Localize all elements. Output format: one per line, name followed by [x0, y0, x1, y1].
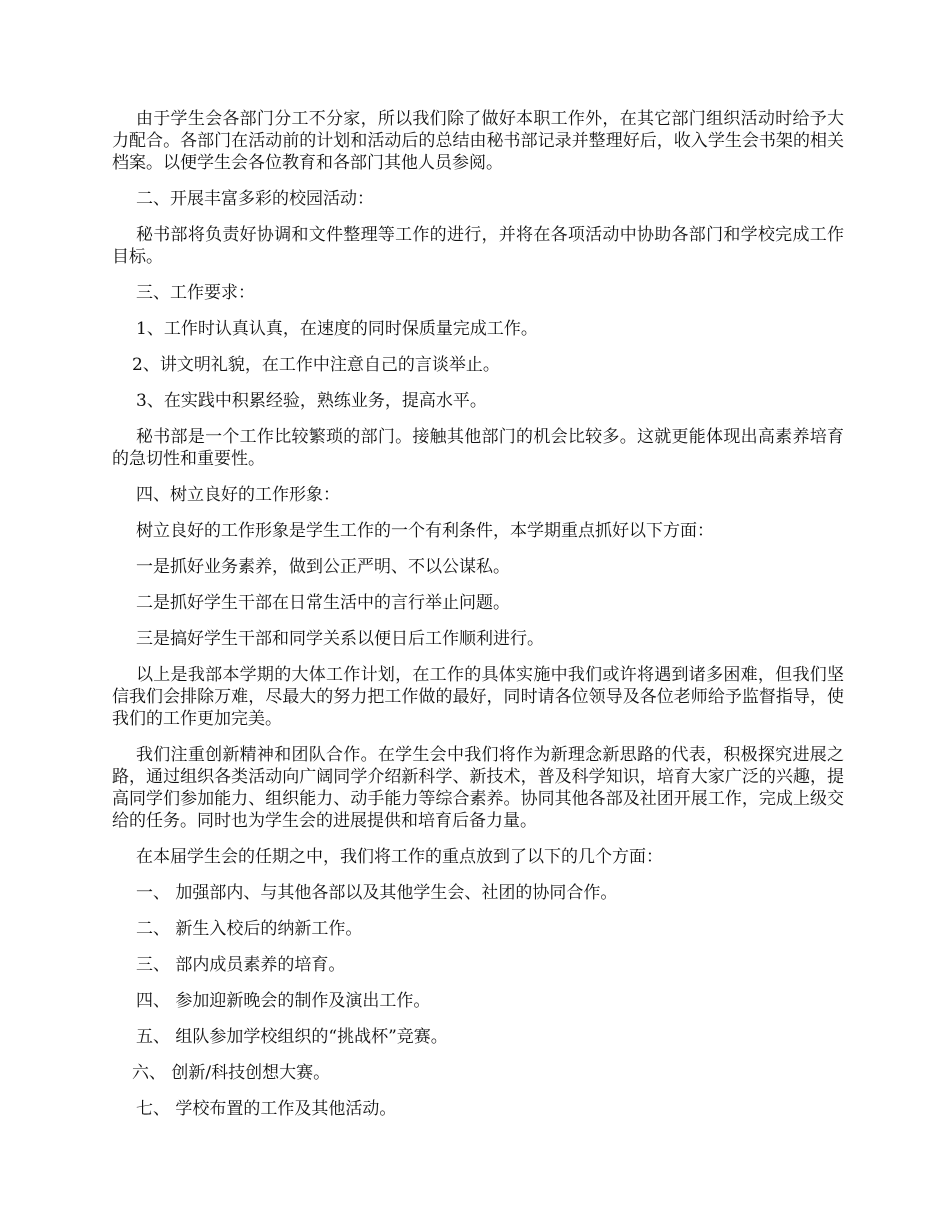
paragraph-intro: 由于学生会各部门分工不分家，所以我们除了做好本职工作外，在其它部门组织活动时给予大力配合。各部门在活动前的计划和活动后的总结由秘书部记录并整理好后，收入学生会书架的相关档案。以便学生会各位教育和各部门其他人员参阅。 [112, 109, 844, 173]
list-item-focus-3: 三、 部内成员素养的培育。 [136, 955, 346, 975]
paragraph: 秘书部是一个工作比较繁琐的部门。接触其他部门的机会比较多。这就更能体现出高素养培育的急切性和重要性。 [112, 427, 844, 469]
list-item: 一是抓好业务素养，做到公正严明、不以公谋私。 [136, 557, 510, 577]
list-item: 二是抓好学生干部在日常生活中的言行举止问题。 [136, 593, 510, 613]
paragraph: 以上是我部本学期的大体工作计划，在工作的具体实施中我们或许将遇到诸多困难，但我们坚信我们会排除万难，尽最大的努力把工作做的最好，同时请各位领导及各位老师给予监督指导，使我们的工作更加完美。 [112, 665, 844, 729]
paragraph: 树立良好的工作形象是学生工作的一个有利条件，本学期重点抓好以下方面： [136, 521, 714, 541]
document-page [112, 108, 844, 1134]
list-item-requirement-2: 2、讲文明礼貌，在工作中注意自己的言谈举止。 [132, 355, 500, 375]
section-heading-3: 三、工作要求： [136, 283, 255, 303]
list-item-focus-1: 一、 加强部内、与其他各部以及其他学生会、社团的协同合作。 [136, 883, 618, 903]
list-item-focus-5: 五、 组队参加学校组织的“挑战杯”竞赛。 [136, 1027, 448, 1047]
list-item: 三是搞好学生干部和同学关系以便日后工作顺利进行。 [136, 629, 544, 649]
paragraph: 我们注重创新精神和团队合作。在学生会中我们将作为新理念新思路的代表，积极探究进展之路，通过组织各类活动向广阔同学介绍新科学、新技术，普及科学知识，培育大家广泛的兴趣，提高同学们参加能力、组织能力、动手能力等综合素养。协同其他各部及社团开展工作，完成上级交给的任务。同时也为学生会的进展提供和培育后备力量。 [112, 745, 844, 831]
section-heading-4: 四、树立良好的工作形象： [136, 485, 340, 505]
list-item-requirement-3: 3、在实践中积累经验，熟练业务，提高水平。 [136, 391, 487, 411]
paragraph: 秘书部将负责好协调和文件整理等工作的进行，并将在各项活动中协助各部门和学校完成工作目标。 [112, 225, 844, 267]
list-item-focus-4: 四、 参加迎新晚会的制作及演出工作。 [136, 991, 431, 1011]
list-item-focus-7: 七、 学校布置的工作及其他活动。 [136, 1099, 397, 1119]
list-item-focus-6: 六、 创新/科技创想大赛。 [132, 1063, 331, 1083]
section-heading-2: 二、开展丰富多彩的校园活动： [136, 189, 374, 209]
list-item-requirement-1: 1、工作时认真认真，在速度的同时保质量完成工作。 [136, 319, 538, 339]
list-item-focus-2: 二、 新生入校后的纳新工作。 [136, 919, 363, 939]
paragraph: 在本届学生会的任期之中，我们将工作的重点放到了以下的几个方面： [136, 847, 663, 867]
